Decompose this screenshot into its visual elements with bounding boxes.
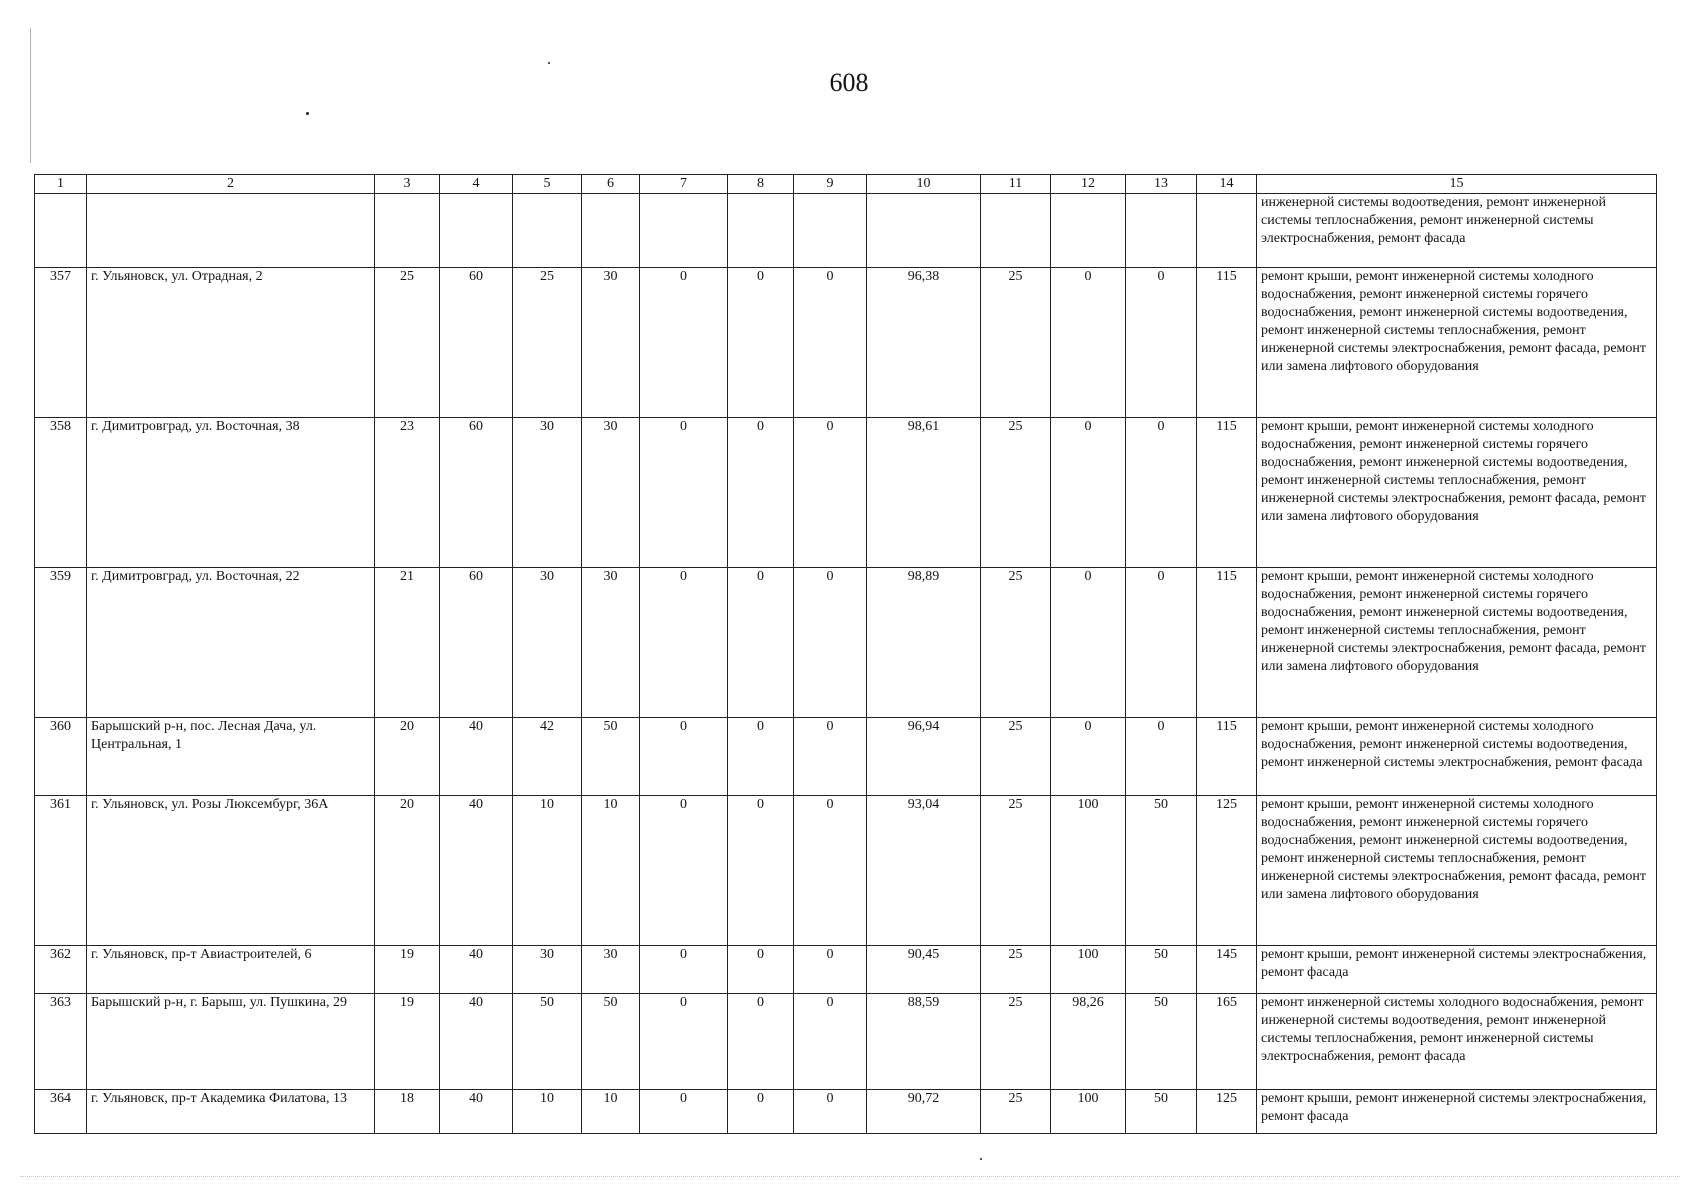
table-row: [35, 418, 1657, 568]
header-cell: 14: [1197, 175, 1257, 194]
address-cell: г. Ульяновск, ул. Отрадная, 2: [87, 268, 375, 418]
value-cell: 25: [981, 268, 1051, 418]
value-cell: 115: [1197, 568, 1257, 718]
value-cell: 0: [794, 946, 867, 994]
value-cell: 50: [513, 994, 582, 1090]
value-cell: 25: [513, 268, 582, 418]
value-cell: 90,45: [867, 946, 981, 994]
value-cell: 0: [640, 946, 728, 994]
value-cell: 40: [440, 994, 513, 1090]
value-cell: 0: [640, 796, 728, 946]
table-row: [35, 796, 1657, 946]
value-cell: 19: [375, 946, 440, 994]
address-cell: Барышский р-н, г. Барыш, ул. Пушкина, 29: [87, 994, 375, 1090]
header-cell: 8: [728, 175, 794, 194]
value-cell: 90,72: [867, 1090, 981, 1134]
value-cell: 30: [513, 946, 582, 994]
header-cell: 11: [981, 175, 1051, 194]
value-cell: 0: [1051, 718, 1126, 796]
value-cell: 98,61: [867, 418, 981, 568]
works-cell: ремонт крыши, ремонт инженерной системы холодного водоснабжения, ремонт инженерной системы горячего водоснабжения, ремонт инженерной системы водоотведения, ремонт инженерной системы теплоснабжения, ремонт инженерной системы электроснабжения, ремонт фасада, ремонт или замена лифтового оборудования: [1257, 268, 1657, 418]
value-cell: 0: [1051, 568, 1126, 718]
value-cell: 50: [1126, 796, 1197, 946]
value-cell: 0: [1051, 418, 1126, 568]
value-cell: 10: [513, 796, 582, 946]
value-cell: 0: [1126, 718, 1197, 796]
value-cell: 0: [728, 568, 794, 718]
value-cell: 0: [794, 994, 867, 1090]
header-cell: 7: [640, 175, 728, 194]
value-cell: 0: [640, 268, 728, 418]
value-cell: 0: [794, 568, 867, 718]
scan-speck: [306, 112, 309, 115]
value-cell: 0: [728, 418, 794, 568]
value-cell: 0: [640, 1090, 728, 1134]
value-cell: 0: [794, 418, 867, 568]
value-cell: 25: [981, 994, 1051, 1090]
address-cell: г. Димитровград, ул. Восточная, 38: [87, 418, 375, 568]
value-cell: 25: [981, 1090, 1051, 1134]
value-cell: 50: [582, 994, 640, 1090]
value-cell: 40: [440, 946, 513, 994]
header-cell: 1: [35, 175, 87, 194]
value-cell: 0: [640, 718, 728, 796]
value-cell: 42: [513, 718, 582, 796]
value-cell: 145: [1197, 946, 1257, 994]
value-cell: 60: [440, 418, 513, 568]
value-cell: 10: [513, 1090, 582, 1134]
value-cell: 0: [1051, 268, 1126, 418]
value-cell: 0: [794, 796, 867, 946]
value-cell: 0: [640, 568, 728, 718]
value-cell: 10: [582, 796, 640, 946]
value-cell: 100: [1051, 796, 1126, 946]
value-cell: 93,04: [867, 796, 981, 946]
value-cell: 50: [582, 718, 640, 796]
value-cell: 100: [1051, 946, 1126, 994]
row-number: 364: [35, 1090, 87, 1134]
value-cell: 25: [981, 418, 1051, 568]
works-cell: ремонт крыши, ремонт инженерной системы холодного водоснабжения, ремонт инженерной системы горячего водоснабжения, ремонт инженерной системы водоотведения, ремонт инженерной системы теплоснабжения, ремонт инженерной системы электроснабжения, ремонт фасада, ремонт или замена лифтового оборудования: [1257, 568, 1657, 718]
value-cell: 50: [1126, 1090, 1197, 1134]
works-cell: ремонт крыши, ремонт инженерной системы холодного водоснабжения, ремонт инженерной системы горячего водоснабжения, ремонт инженерной системы водоотведения, ремонт инженерной системы теплоснабжения, ремонт инженерной системы электроснабжения, ремонт фасада, ремонт или замена лифтового оборудования: [1257, 796, 1657, 946]
value-cell: 10: [582, 1090, 640, 1134]
value-cell: 60: [440, 268, 513, 418]
address-cell: г. Димитровград, ул. Восточная, 22: [87, 568, 375, 718]
table-row: [35, 718, 1657, 796]
value-cell: 115: [1197, 418, 1257, 568]
row-number: 363: [35, 994, 87, 1090]
value-cell: 30: [582, 418, 640, 568]
value-cell: 96,38: [867, 268, 981, 418]
header-cell: 10: [867, 175, 981, 194]
value-cell: 165: [1197, 994, 1257, 1090]
value-cell: 0: [640, 418, 728, 568]
header-cell: 12: [1051, 175, 1126, 194]
value-cell: 96,94: [867, 718, 981, 796]
page-number: 608: [829, 68, 869, 97]
row-number: 357: [35, 268, 87, 418]
repair-table: [34, 174, 1657, 1134]
scan-edge-noise: [20, 1176, 1680, 1178]
value-cell: 0: [1126, 268, 1197, 418]
value-cell: 125: [1197, 1090, 1257, 1134]
value-cell: 30: [582, 946, 640, 994]
value-cell: 0: [1126, 418, 1197, 568]
value-cell: 100: [1051, 1090, 1126, 1134]
address-cell: Барышский р-н, пос. Лесная Дача, ул. Центральная, 1: [87, 718, 375, 796]
address-cell: г. Ульяновск, ул. Розы Люксембург, 36А: [87, 796, 375, 946]
value-cell: 40: [440, 796, 513, 946]
header-cell: 5: [513, 175, 582, 194]
table-row: [35, 946, 1657, 994]
works-cell: ремонт крыши, ремонт инженерной системы электроснабжения, ремонт фасада: [1257, 946, 1657, 994]
value-cell: 40: [440, 1090, 513, 1134]
header-cell: 9: [794, 175, 867, 194]
header-cell: 3: [375, 175, 440, 194]
value-cell: 0: [728, 994, 794, 1090]
value-cell: 0: [794, 718, 867, 796]
address-cell: г. Ульяновск, пр-т Академика Филатова, 13: [87, 1090, 375, 1134]
row-number: 358: [35, 418, 87, 568]
value-cell: 125: [1197, 796, 1257, 946]
address-cell: г. Ульяновск, пр-т Авиастроителей, 6: [87, 946, 375, 994]
works-cell: ремонт инженерной системы холодного водоснабжения, ремонт инженерной системы водоотведения, ремонт инженерной системы теплоснабжения, ремонт инженерной системы электроснабжения, ремонт фасада: [1257, 994, 1657, 1090]
value-cell: 19: [375, 994, 440, 1090]
value-cell: 0: [794, 1090, 867, 1134]
scan-speck: [980, 1158, 982, 1160]
value-cell: 18: [375, 1090, 440, 1134]
value-cell: 88,59: [867, 994, 981, 1090]
table-row-continuation: [35, 194, 1657, 268]
value-cell: 20: [375, 718, 440, 796]
row-number: 359: [35, 568, 87, 718]
value-cell: 0: [728, 946, 794, 994]
value-cell: 0: [794, 268, 867, 418]
value-cell: 30: [513, 568, 582, 718]
table-header-row: [35, 175, 1657, 194]
value-cell: 0: [640, 994, 728, 1090]
works-cell: ремонт крыши, ремонт инженерной системы холодного водоснабжения, ремонт инженерной системы горячего водоснабжения, ремонт инженерной системы водоотведения, ремонт инженерной системы теплоснабжения, ремонт инженерной системы электроснабжения, ремонт фасада, ремонт или замена лифтового оборудования: [1257, 418, 1657, 568]
header-cell: 6: [582, 175, 640, 194]
value-cell: 0: [728, 718, 794, 796]
value-cell: 115: [1197, 268, 1257, 418]
works-cell: ремонт крыши, ремонт инженерной системы электроснабжения, ремонт фасада: [1257, 1090, 1657, 1134]
table-row: [35, 268, 1657, 418]
value-cell: 20: [375, 796, 440, 946]
value-cell: 30: [582, 268, 640, 418]
value-cell: 60: [440, 568, 513, 718]
value-cell: 0: [728, 268, 794, 418]
works-cell: ремонт крыши, ремонт инженерной системы холодного водоснабжения, ремонт инженерной системы водоотведения, ремонт инженерной системы электроснабжения, ремонт фасада: [1257, 718, 1657, 796]
value-cell: 40: [440, 718, 513, 796]
row-number: 360: [35, 718, 87, 796]
value-cell: 30: [582, 568, 640, 718]
header-cell: 2: [87, 175, 375, 194]
value-cell: 115: [1197, 718, 1257, 796]
table-row: [35, 994, 1657, 1090]
header-cell: 15: [1257, 175, 1657, 194]
table-row: [35, 1090, 1657, 1134]
value-cell: 25: [981, 796, 1051, 946]
value-cell: 0: [728, 1090, 794, 1134]
value-cell: 21: [375, 568, 440, 718]
row-number: 362: [35, 946, 87, 994]
header-cell: 4: [440, 175, 513, 194]
value-cell: 23: [375, 418, 440, 568]
value-cell: 98,89: [867, 568, 981, 718]
value-cell: 25: [375, 268, 440, 418]
value-cell: 0: [1126, 568, 1197, 718]
value-cell: 25: [981, 718, 1051, 796]
header-cell: 13: [1126, 175, 1197, 194]
scan-speck: [548, 62, 550, 64]
value-cell: 30: [513, 418, 582, 568]
value-cell: 50: [1126, 994, 1197, 1090]
works-cell: инженерной системы водоотведения, ремонт инженерной системы теплоснабжения, ремонт инженерной системы электроснабжения, ремонт фасада: [1257, 194, 1657, 268]
value-cell: 50: [1126, 946, 1197, 994]
table-row: [35, 568, 1657, 718]
value-cell: 98,26: [1051, 994, 1126, 1090]
row-number: 361: [35, 796, 87, 946]
value-cell: 25: [981, 568, 1051, 718]
value-cell: 0: [728, 796, 794, 946]
value-cell: 25: [981, 946, 1051, 994]
